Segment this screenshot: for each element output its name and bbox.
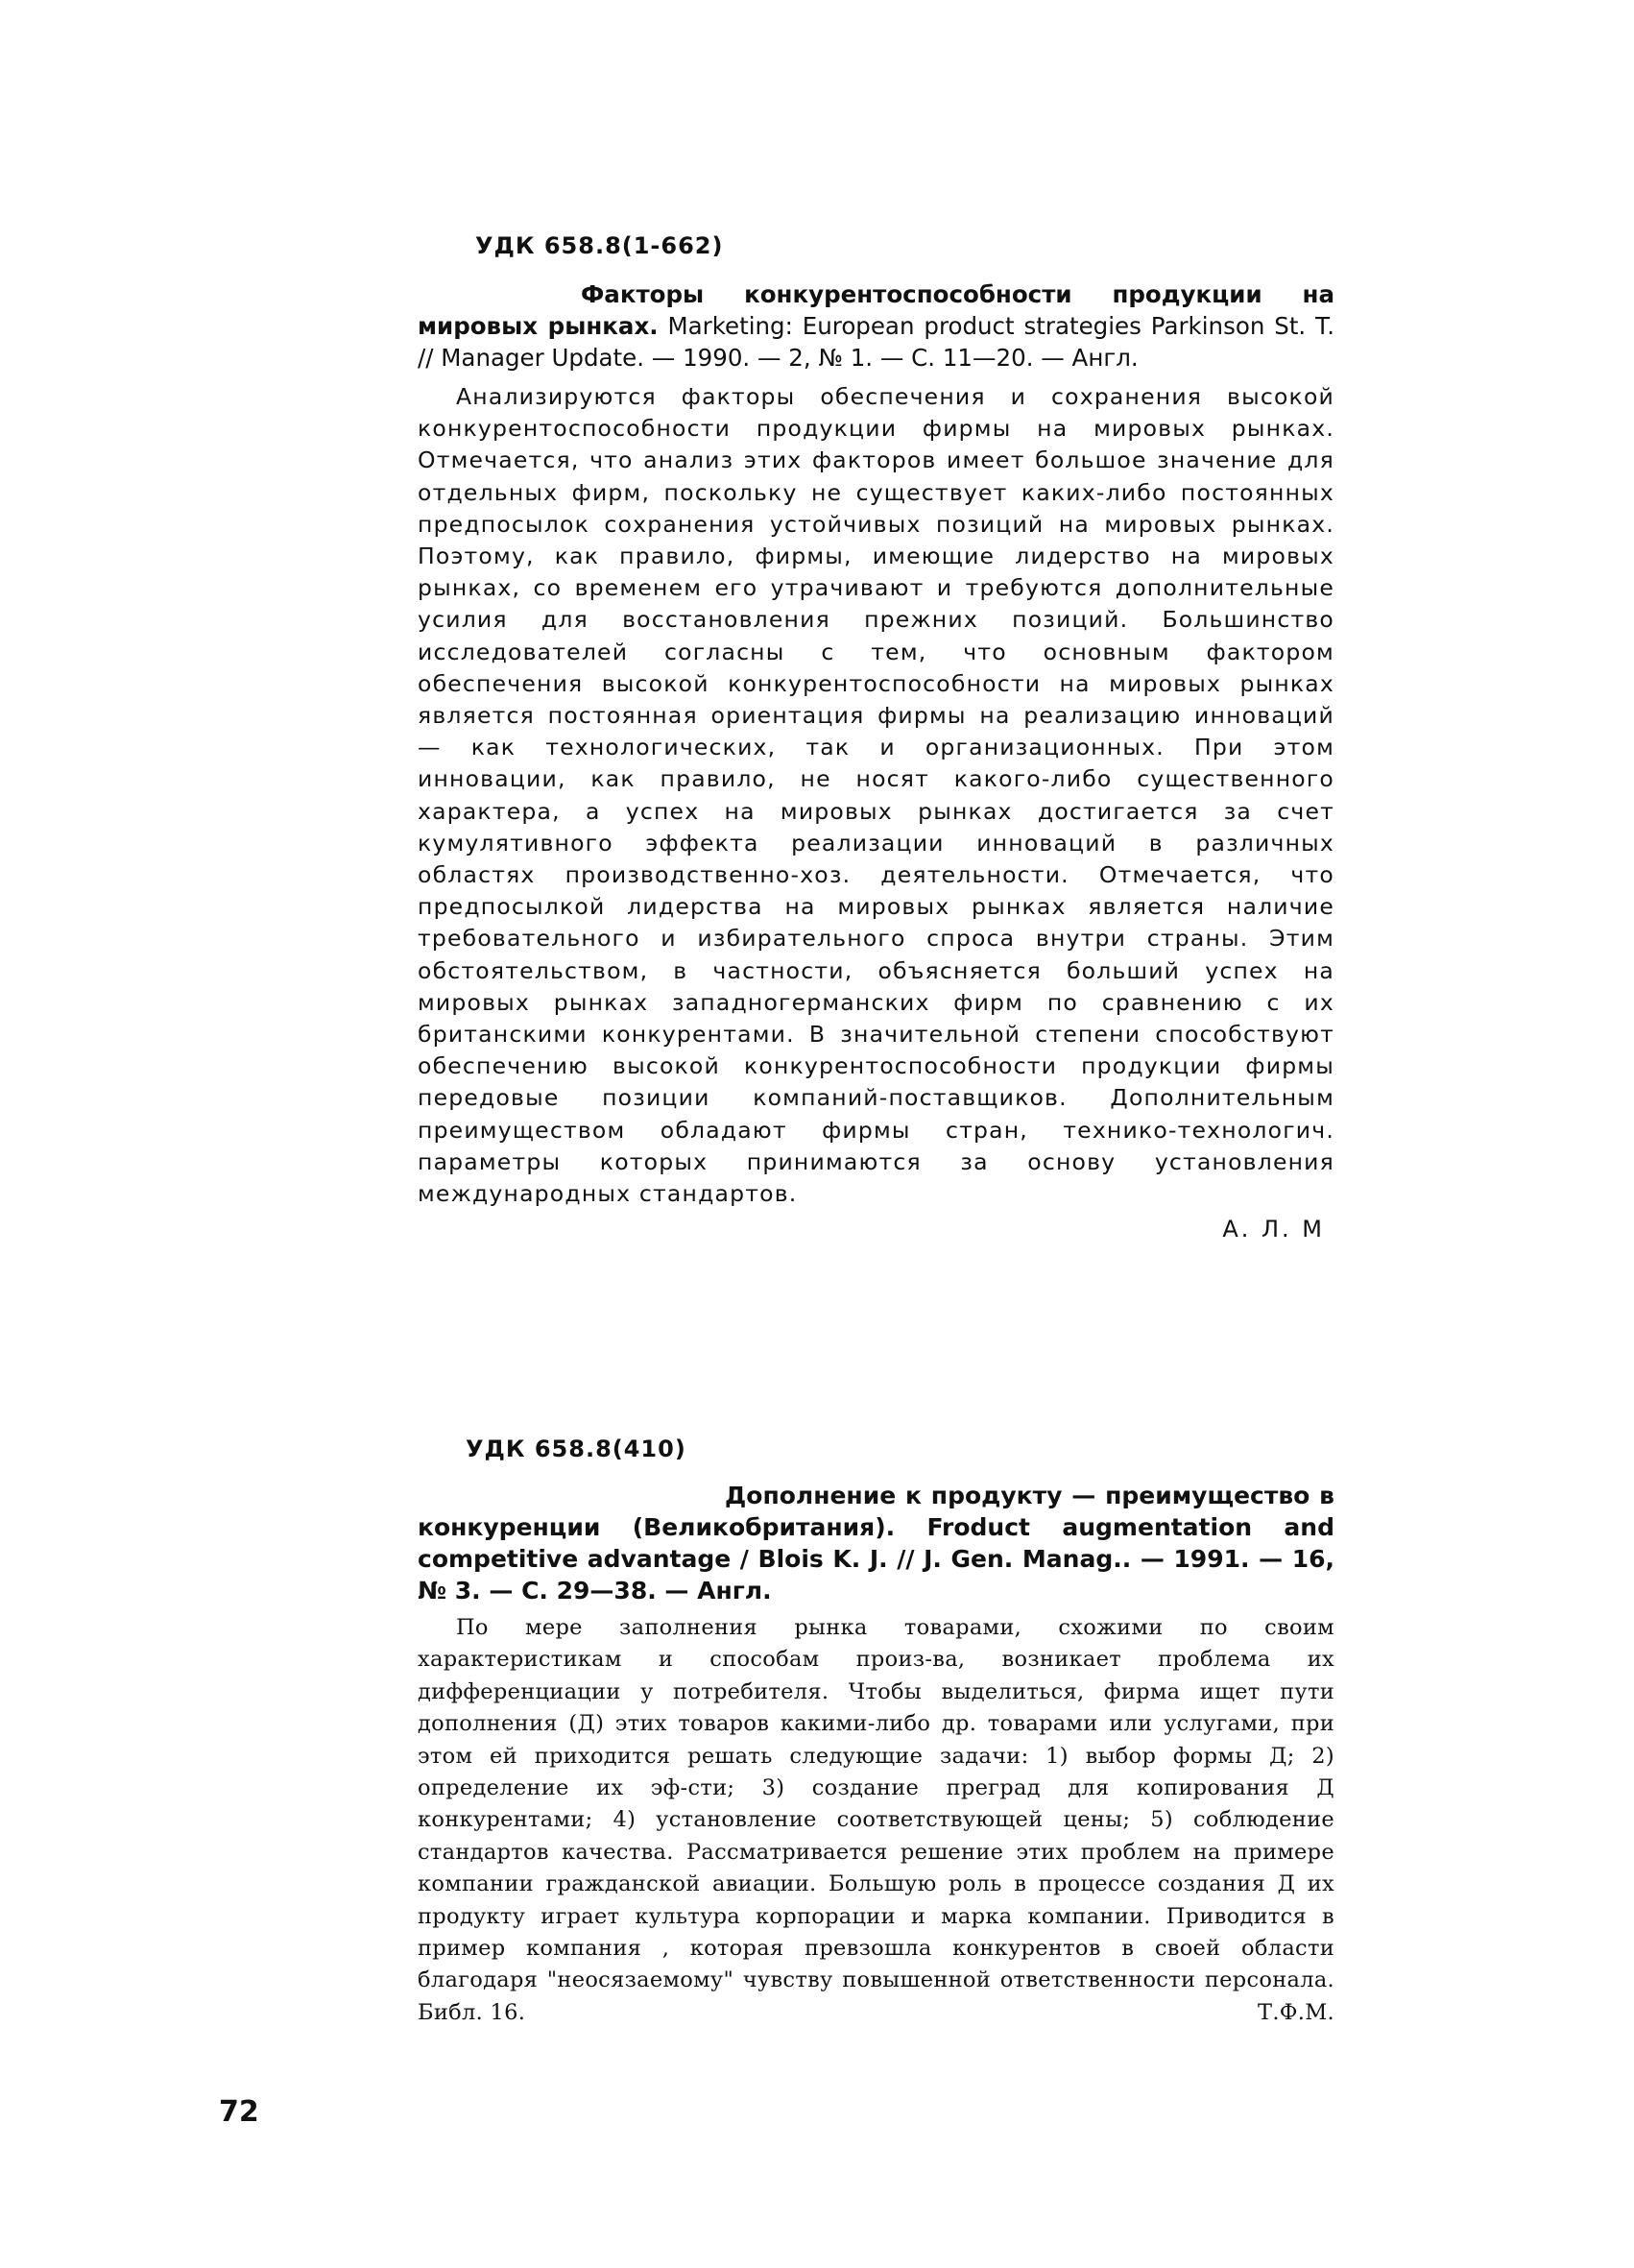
entry-source: Marketing: European product strategies Parkinson St. T. // Manager Update. — 1990. — 2, № 1. — С. 11—20. — Англ. [418,312,1334,372]
bibliographic-record [418,1480,1334,1606]
entry-source: Froduct augmentation and competitive advantage / Blois K. J. // J. Gen. Manag.. — 1991. — 16, № 3. — С. 29—38. — Англ. [418,1513,1334,1604]
bibliographic-record [418,278,1334,374]
entry-title: Факторы конкурентоспособности продукции на мировых рынках. [418,280,1334,340]
entry-title: Дополнение к продукту — преимущество в конкуренции (Великобритания). [418,1482,1334,1541]
udk-code: УДК 658.8(1-662) [475,232,724,259]
abstract-entry-2 [418,1436,1334,2029]
author-initials: Т.Ф.М. [1258,1999,1334,2025]
udk-code: УДК 658.8(410) [466,1436,686,1462]
abstract-entry-1 [418,232,1334,1243]
abstract-text [418,1612,1334,2029]
abstract-text: Анализируются факторы обеспечения и сохранения высокой конкурентоспособности продукции фирмы на мировых рынках. Отмечается, что анализ этих факторов имеет большое значение для отдельных фирм, поскольку не существует каких-либо постоянных предпосылок сохранения устойчивых позиций на мировых рынках. Поэтому, как правило, фирмы, имеющие лидерство на мировых рынках, со временем его утрачивают и требуются дополнительные усилия для восстановления прежних позиций. Большинство исследователей согласны с тем, что основным фактором обеспечения высокой конкурентоспособности на мировых рынках является постоянная ориентация фирмы на реализацию инноваций — как технологических, так и организационных. При этом инновации, как правило, не носят какого-либо существенного характера, а успех на мировых рынках достигается за счет кумулятивного эффекта реализации инноваций в различных областях производственно-хоз. деятельности. Отмечается, что предпосылкой лидерства на мировых рынках является наличие требовательного и избирательного спроса внутри страны. Этим обстоятельством, в частности, объясняется больший успех на мировых рынках западногерманских фирм по сравнению с их британскими конкурентами. В значительной степени способствуют обеспечению высокой конкурентоспособности продукции фирмы передовые позиции компаний-поставщиков. Дополнительным преимуществом обладают фирмы стран, технико-технологич. параметры которых принимаются за основу установления международных стандартов. [418,383,1334,1208]
abstract-body: По мере заполнения рынка товарами, схожими по своим характеристикам и способам произ-ва, возникает проблема их дифференциации у потребителя. Чтобы выделиться, фирма ищет пути дополнения (Д) этих товаров какими-либо др. товарами или услугами, при этом ей приходится решать следующие задачи: 1) выбор формы Д; 2) определение их эф-сти; 3) создание преград для копирования Д конкурентами; 4) установление соответствующей цены; 5) соблюдение стандартов качества. Рассматривается решение этих проблем на примере компании гражданской авиации. Большую роль в процессе создания Д их продукту играет культура корпорации и марка компании. Приводится в пример компания , которая превзошла конкурентов в своей области благодаря "неосязаемому" чувству повышенной ответственности персонала. Библ. 16. [418,1615,1334,2025]
author-initials: А. Л. М [1222,1216,1325,1243]
page-number: 72 [219,2095,259,2129]
